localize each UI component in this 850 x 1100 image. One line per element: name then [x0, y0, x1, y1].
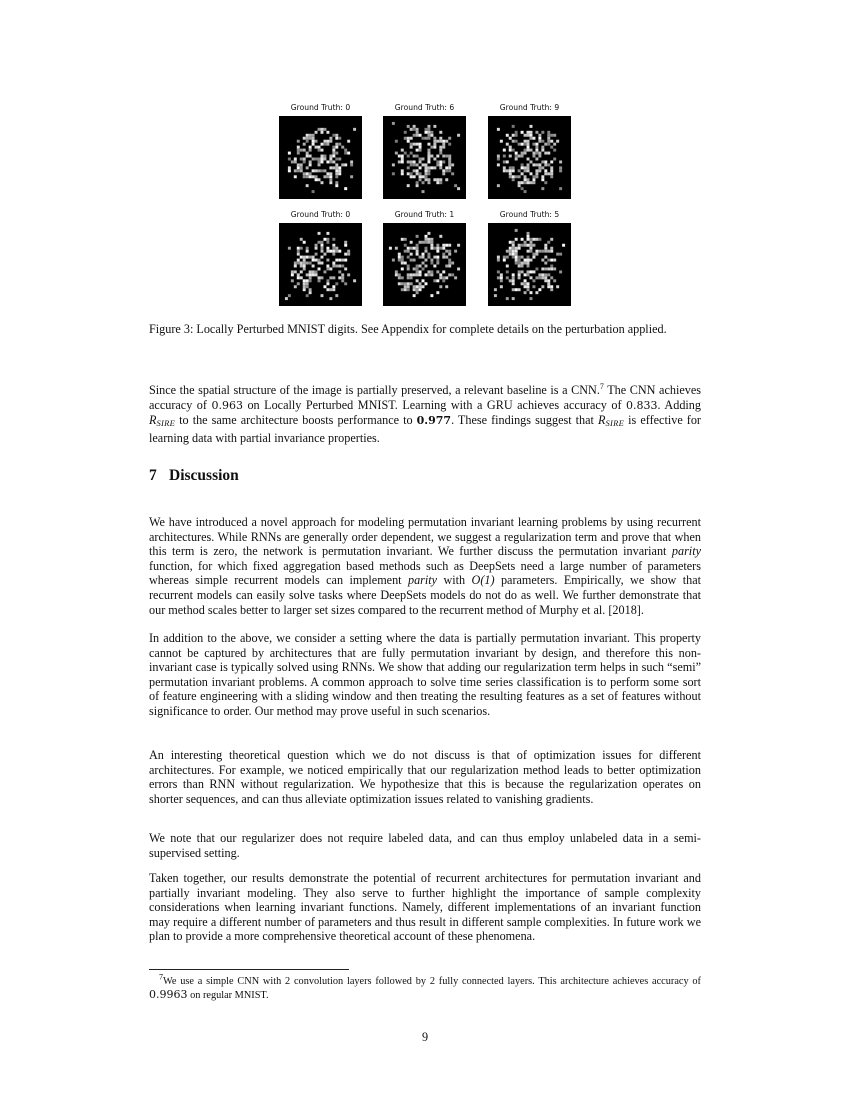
math-value: 0.963 — [211, 398, 243, 412]
section-title: Discussion — [169, 467, 239, 484]
digit-panel-1 — [279, 102, 362, 199]
text-segment: We use a simple CNN with 2 convolution layers followed by 2 fully connected layers. This architecture achieves accuracy of — [163, 976, 701, 987]
text-segment: with — [437, 573, 472, 588]
figure-3 — [279, 102, 571, 306]
digit-panel-2 — [383, 102, 466, 199]
footnote-ref[interactable]: 7 — [599, 381, 604, 391]
text-segment: parameters. Empirically, we show that recurrent models can easily solve tasks where DeepSets models do not do as well. We further demonstrate that our method scales better to larger set sizes compared to the recurrent method of Murphy et al. [2018]. — [149, 573, 702, 617]
math-value: 0.833 — [626, 398, 658, 412]
ground-truth-label: Ground Truth: 1 — [394, 210, 455, 219]
digit-image — [488, 116, 571, 199]
text-segment: . These findings suggest that — [451, 413, 598, 428]
text-segment: function, for which fixed aggregation based methods such as DeepSets need a large number of parameters whereas simple recurrent models can implement — [149, 558, 701, 588]
footnote-mark: 7 — [159, 972, 163, 982]
digit-image — [383, 223, 466, 306]
text-segment: Since the spatial structure of the image is partially preserved, a relevant baseline is a CNN. — [149, 383, 600, 397]
math-subscript: SIRE — [156, 418, 176, 429]
ground-truth-label: Ground Truth: 9 — [499, 103, 560, 112]
paragraph-discussion-2: In addition to the above, we consider a setting where the data is partially permutation invariant. This property cannot be captured by architectures that are fully permutation invariant by design, and therefore this non-invariant case is typically solved using RNNs. We show that adding our regularization term helps in such “semi” permutation invariant problems. A common approach to solve time series classification is to perform some sort of feature engineering with a sliding window and then treating the resulting features as a set of features without significance to order. Our method may prove useful in such scenarios. — [149, 631, 701, 718]
text-segment: to the same architecture boosts performance to — [175, 413, 417, 428]
digit-panel-4 — [279, 209, 362, 306]
emphasis: parity — [671, 544, 701, 559]
paragraph-results — [149, 383, 701, 445]
ground-truth-label: Ground Truth: 6 — [394, 103, 455, 112]
digit-panel-3 — [488, 102, 571, 199]
ground-truth-label: Ground Truth: 0 — [290, 103, 351, 112]
ground-truth-label: Ground Truth: 0 — [290, 210, 351, 219]
ground-truth-label: Ground Truth: 5 — [499, 210, 560, 219]
digit-panel-6 — [488, 209, 571, 306]
math-symbol: R — [598, 413, 606, 428]
footnote-rule — [149, 969, 349, 970]
page-number: 9 — [421, 1030, 429, 1044]
digit-image — [279, 116, 362, 199]
figure-caption: Figure 3: Locally Perturbed MNIST digits. See Appendix for complete details on the perturbation applied. — [149, 322, 667, 336]
paragraph-discussion-1 — [149, 515, 701, 617]
text-segment: . Adding — [657, 397, 701, 412]
digit-panel-5 — [383, 209, 466, 306]
section-number: 7 — [149, 467, 157, 484]
text-segment: on Locally Perturbed MNIST. Learning with a GRU achieves accuracy of — [242, 397, 627, 412]
math-value: 0.9963 — [149, 988, 188, 1001]
digit-image — [488, 223, 571, 306]
footnote — [149, 972, 701, 1002]
section-heading — [149, 467, 239, 485]
text-segment: on regular MNIST. — [187, 990, 269, 1001]
text-segment: We have introduced a novel approach for modeling permutation invariant learning problems by using recurrent architectures. While RNNs are generally order dependent, we suggest a regularization term and prove that when this term is zero, the network is permutation invariant. We further discuss the permutation invariant — [149, 515, 701, 559]
paragraph-discussion-3: An interesting theoretical question which we do not discuss is that of optimization issues for different architectures. For example, we noticed empirically that our regularization method leads to better optimization errors than RNN without regularization. We hypothesize that this is because the regularization operates on shorter sequences, and can thus alleviate optimization issues related to vanishing gradients. — [149, 748, 701, 806]
math-expression: O(1) — [471, 573, 495, 588]
math-value-bold: 0.977 — [416, 414, 452, 428]
digit-image — [279, 223, 362, 306]
math-subscript: SIRE — [605, 418, 625, 429]
paragraph-discussion-4: We note that our regularizer does not require labeled data, and can thus employ unlabeled data in a semi-supervised setting. — [149, 831, 701, 860]
text-segment: is effective for learning data with partial invariance properties. — [149, 413, 701, 445]
emphasis: parity — [407, 573, 438, 588]
math-symbol: R — [149, 413, 157, 428]
digit-image — [383, 116, 466, 199]
text-segment: The CNN achieves accuracy of — [149, 383, 702, 412]
paragraph-discussion-5: Taken together, our results demonstrate the potential of recurrent architectures for permutation invariant and partially invariant modeling. They also serve to further highlight the importance of sample complexity considerations when learning invariant functions. Namely, different implementations of an invariant function may require a different number of parameters and thus result in different sample complexities. In future work we plan to provide a more comprehensive theoretical account of these phenomena. — [149, 871, 701, 944]
